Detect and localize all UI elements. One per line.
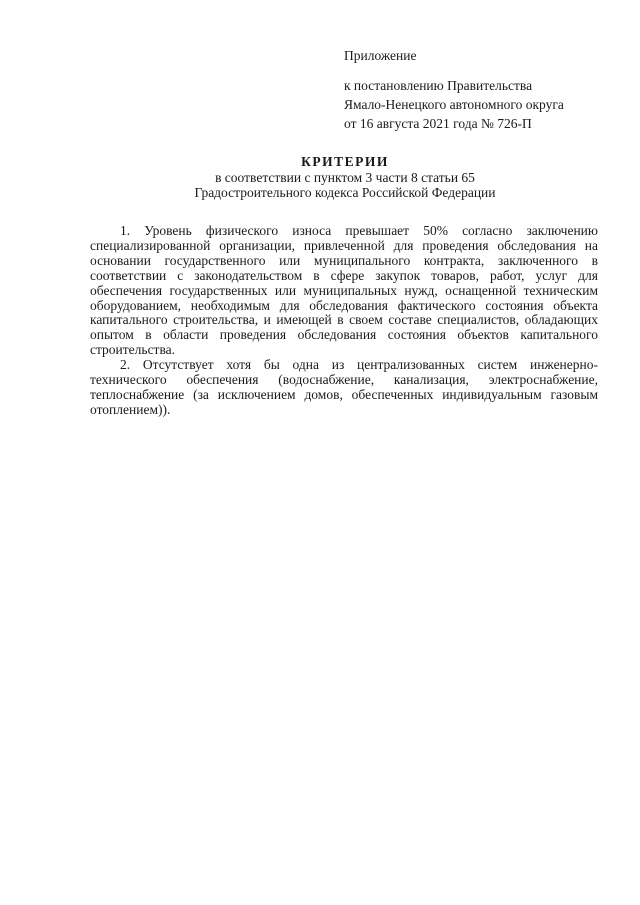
document-subtitle-line-2: Градостроительного кодекса Российской Федерации (194, 185, 496, 200)
appendix-header (344, 46, 564, 133)
criteria-paragraph-2: 2. Отсутствует хотя бы одна из централизованных систем инженерно-технического обеспечения (водоснабжение, канализация, электроснабжение, теплоснабжение (за исключением домов, обеспеченных индивидуальным газовым отоплением)). (90, 357, 598, 417)
criteria-body (90, 224, 598, 418)
resolution-reference-line-1: к постановлению Правительства (344, 78, 533, 93)
resolution-reference-line-3: от 16 августа 2021 года № 726-П (344, 116, 532, 131)
appendix-label: Приложение (344, 48, 417, 63)
criteria-paragraph-1: 1. Уровень физического износа превышает 50% согласно заключению специализированной организации, привлеченной для проведения обследования на основании государственного или муниципального контракта, заключенного в соответствии с законодательством в сфере закупок товаров, работ, услуг для обеспечения государственных или муниципальных нужд, оснащенной техническим оборудованием, необходимым для обследования фактического состояния объекта капитального строительства, и имеющей в своем составе специалистов, обладающих опытом в области проведения обследования состояния объектов капитального строительства. (90, 223, 598, 358)
document-subtitle-line-1: в соответствии с пунктом 3 части 8 статьи 65 (215, 170, 475, 185)
resolution-reference-line-2: Ямало-Ненецкого автономного округа (344, 97, 564, 112)
document-title-block (80, 154, 610, 200)
document-title: КРИТЕРИИ (301, 154, 389, 169)
